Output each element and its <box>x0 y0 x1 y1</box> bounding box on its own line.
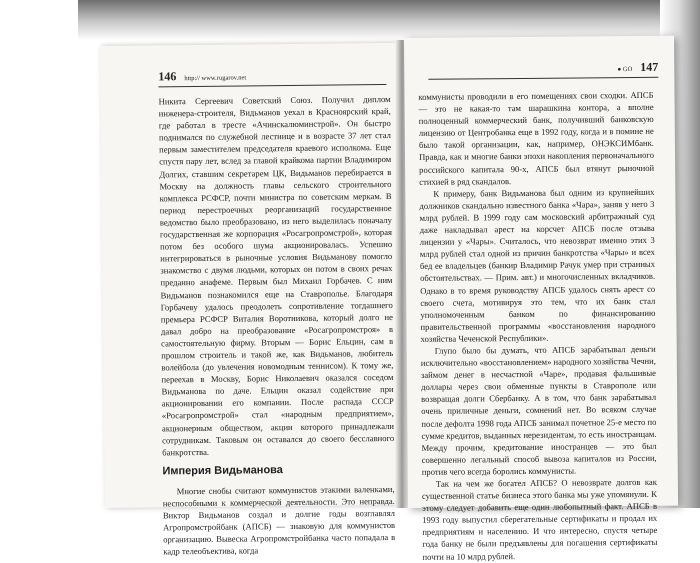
right-page-body <box>418 89 657 563</box>
right-page-header <box>428 60 658 80</box>
right-page <box>404 36 678 562</box>
left-paragraph-1: Никита Сергеевич Советский Союз. Получил диплом инженера-строителя, Видьманов уехал в Красноярский край, где работал в тресте «Ачинскалюминстрой». Он быстро поднимался по служебной лестнице и в возрасте 37 лет стал первым заместителем председателя краевого исполкома. Еще спустя пару лет, вслед за главой крайкома партии Владимиром Долгих, ставшим секретарем ЦК, Видьманов перебирается в Москву на должность главы сельского строительного комплекса РСФСР, почти министра по советским меркам. В период перестроечных реорганизаций государственное ведомство было преобразовано, из него выделилась поначалу государственная же корпорация «Росагропромстрой», которая потом без особого шума акционировалась. Успешно интегрироваться в рыночные условия Видьманову помогло знакомство с двумя людьми, которых он потом в своих речах преданно анафеме. Первым был Михаил Горбачев. С ним Видьманов познакомился еще на Ставрополье. Благодаря Горбачеву удалось преодолеть сопротивление тогдашнего премьера РСФСР Виталия Воротникова, который долго не давал добро на преобразование «Росагропромстроя» в самостоятельную фирму. Вторым — Борис Ельцин, сам в прошлом строитель и такой же, как Видьманов, любитель волейбола (до увлечения новомодным теннисом). К тому же, переехав в Москву, Борис Николаевич оказался соседом Видьманова по даче. Ельцин оказал содействие при акционировании его компании. После распада СССР «Росагропромстрой» стал «народным предприятием», акционерным обществом, акции которого принадлежали сотрудникам. Таковым он оставался до своего бесславного банкротства. <box>158 93 395 458</box>
right-page-number: 147 <box>640 59 659 74</box>
right-paragraph-1: коммунисты проводили в его помещениях свои сходки. АПСБ — это не какая-то там шарашкина контора, а вполне полноценный коммерческий банк, получивший банковскую лицензию от Центробанка еще в 1992 году, когда и в помине не было такой организации, как, например, ОНЭКСИМбанк. Правда, как и многие банки эпохи накопления первоначального российского капитала 90-х, АПСБ был втянут рыночной стихией в ряд скандалов. <box>418 89 655 187</box>
right-page-logo: ● GO <box>617 66 633 74</box>
right-paragraph-3: Глупо было бы думать, что АПСБ зарабатывал деньги исключительно «восстановлением» народного хозяйства Чечни, займом денег в несчастной «Чаре», продавая фальшивые доллары через свои обменные пункты в Ставрополе или возвращая долги Сбербанку. А в том, что банк зарабатывал очень приличные деньги, сомнений нет. Во всяком случае после дефолта 1998 года АПСБ занимал почетное 25-е место по сумме кредитов, выданных нерезидентам, то есть иностранцам. Между прочим, кредитование иностранцев — это был совершенно легальный способ вывоза капиталов из России, против чего всегда боролись коммунисты. <box>420 343 657 477</box>
left-page-body <box>159 93 396 558</box>
left-page-url: http:// www.rugarov.net <box>184 74 247 83</box>
left-page <box>100 43 405 557</box>
left-paragraph-2: Многие снобы считают коммунистов этакими валенками, неспособными к коммерческой деятельности. Это неправда. Виктор Видьманов создал и долгие годы возглавлял Агропромстройбанк (АПСБ) — знаковую для коммунистов организацию. Вывеска Агропромстройбанка часто попадала в кадр телеобъектива, когда <box>162 483 396 557</box>
section-heading: Империя Видьманова <box>162 463 283 478</box>
right-paragraph-4: Так на чем же богател АПСБ? О невозврате долгов как существенной статье бизнеса этого банка мы уже упомянули. К этому следует добавить еще один любопытный факт. АПСБ в 1993 году выпустил сберегательные сертификаты и продал их предприятиям и населению. И что интересно, спустя четыре года банку не были предъявлены для погашения сертификаты почти на 10 млрд рублей. <box>421 476 658 562</box>
left-page-number: 146 <box>158 69 177 84</box>
right-paragraph-2: К примеру, банк Видьманова был одним из крупнейших должников скандально известного банка «Чара», заняв у него 3 млрд рублей. В 1999 году сам московский арбитражный суд даже накладывал арест на корсчет АПСБ после отзыва лицензии у «Чары». Считалось, что невозврат именно этих 3 млрд рублей стал одной из причин банкротства «Чары» и всех бед ее владельцев (банкир Владимир Рачук умер при странных обстоятельствах. — Прим. авт.) и многочисленных вкладчиков. Однако в то время руководству АПСБ удалось снять арест со своего счета, мотивируя это тем, что их банк стал уполномоченным банком по финансированию правительственной программы «восстановления народного хозяйства Чеченской Республики». <box>419 186 656 344</box>
left-page-header <box>158 67 386 87</box>
scanner-shadow-top <box>78 0 700 40</box>
